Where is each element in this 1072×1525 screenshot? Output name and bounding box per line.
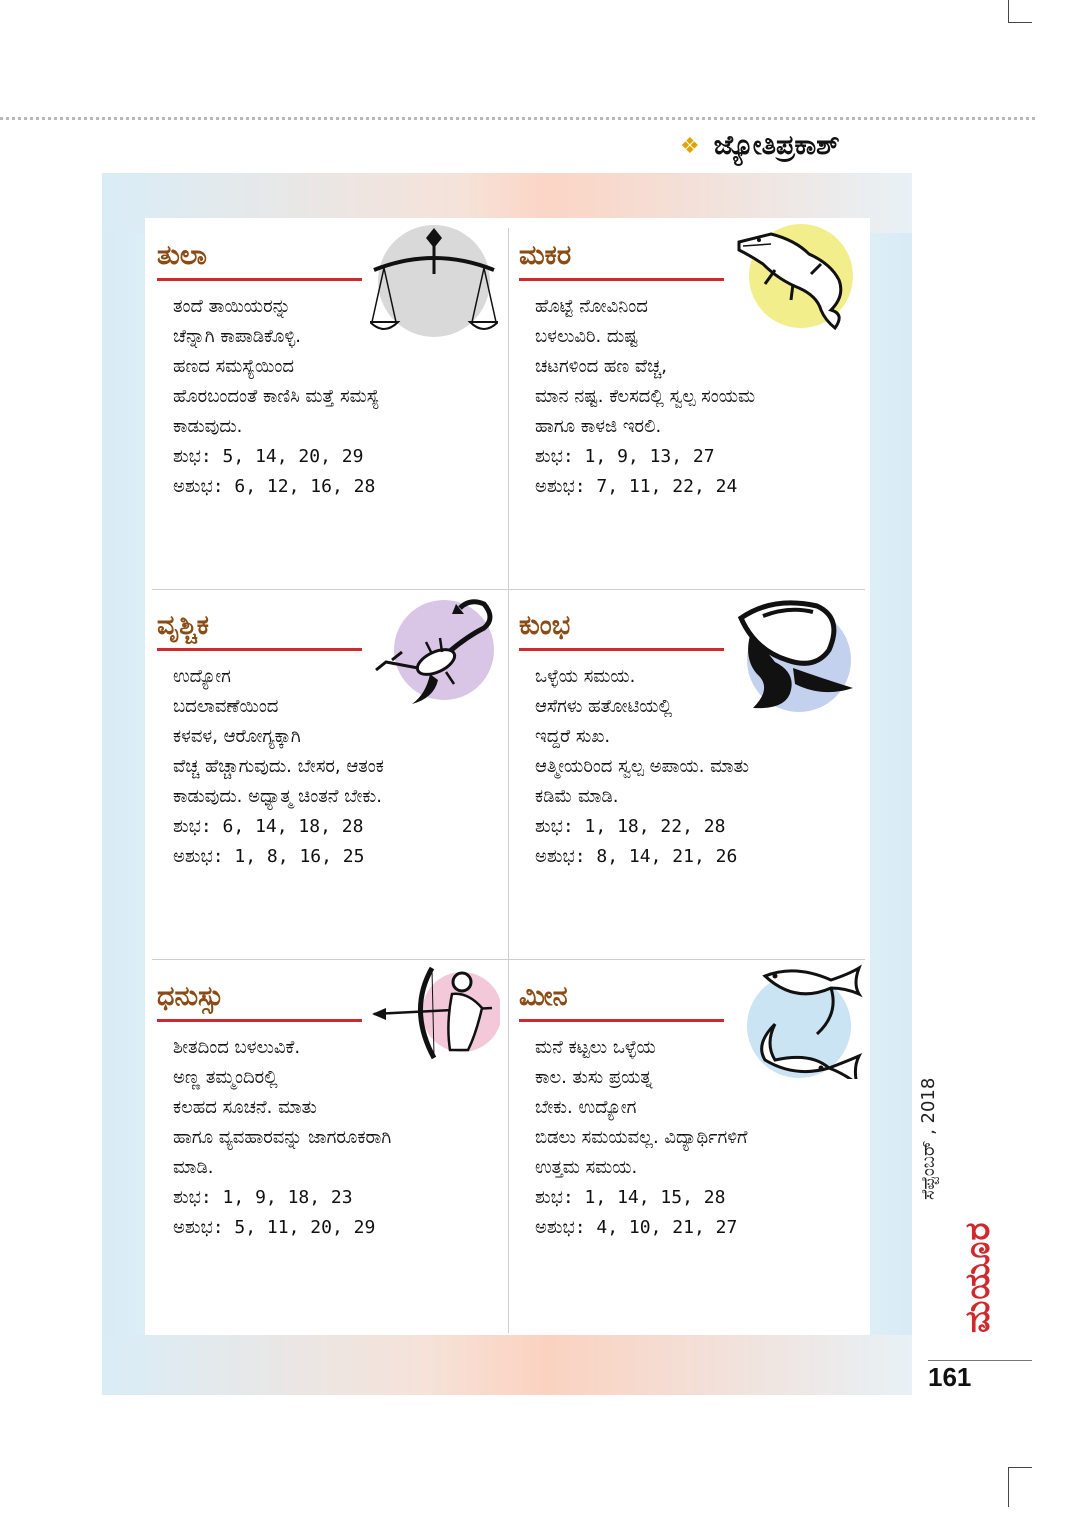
prediction-line: ಒಳ್ಳೆಯ ಸಮಯ. bbox=[535, 666, 636, 687]
aquarius-pot-icon bbox=[733, 598, 861, 713]
heading-rule bbox=[157, 278, 362, 281]
scorpion-icon bbox=[372, 598, 500, 713]
prediction-line: ವೆಚ್ಚ ಹೆಚ್ಚಾಗುವುದು. ಬೇಸರ, ಆತಂಕ bbox=[173, 756, 384, 777]
prediction-line: ಕಳವಳ, ಆರೋಗ್ಯಕ್ಕಾಗಿ bbox=[173, 726, 301, 747]
prediction-line: ಕಾಡುವುದು. bbox=[173, 416, 243, 437]
unlucky-dates: ಅಶುಭ: 5, 11, 20, 29 bbox=[173, 1217, 376, 1238]
prediction-line: ಹೊರಬಂದಂತೆ ಕಾಣಿಸಿ ಮತ್ತೆ ಸಮಸ್ಯೆ bbox=[173, 386, 380, 407]
sign-name: ತುಲಾ bbox=[157, 240, 207, 271]
prediction-line: ಚಟಗಳಿಂದ ಹಣ ವೆಚ್ಚ, bbox=[535, 356, 667, 377]
crop-mark-top-right bbox=[1008, 0, 1009, 22]
unlucky-dates: ಅಶುಭ: 1, 8, 16, 25 bbox=[173, 846, 365, 867]
heading-rule bbox=[157, 648, 362, 651]
heading-rule bbox=[157, 1019, 362, 1022]
prediction-line: ಉತ್ತಮ ಸಮಯ. bbox=[535, 1157, 638, 1178]
prediction-line: ಕಾಲ. ತುಸು ಪ್ರಯತ್ನ bbox=[535, 1067, 653, 1088]
issue-date: ಸೆಪ್ಟೆಂಬರ್ , 2018 bbox=[918, 1077, 939, 1200]
lucky-dates: ಶುಭ: 1, 18, 22, 28 bbox=[535, 816, 726, 837]
prediction-line: ಬಳಲುವಿರಿ. ದುಷ್ಟ bbox=[535, 326, 638, 347]
prediction-line: ಇದ್ದರೆ ಸುಖ. bbox=[535, 726, 611, 747]
lucky-dates: ಶುಭ: 1, 14, 15, 28 bbox=[535, 1187, 726, 1208]
unlucky-dates: ಅಶುಭ: 8, 14, 21, 26 bbox=[535, 846, 738, 867]
libra-scales-icon bbox=[370, 224, 498, 339]
prediction-line: ಬದಲಾವಣೆಯಿಂದ bbox=[173, 696, 279, 717]
prediction-line: ಆತ್ಮೀಯರಿಂದ ಸ್ವಲ್ಪ ಅಪಾಯ. ಮಾತು bbox=[535, 756, 749, 777]
heading-rule bbox=[519, 1019, 724, 1022]
crop-mark-top-right-h bbox=[1008, 22, 1032, 23]
unlucky-dates: ಅಶುಭ: 6, 12, 16, 28 bbox=[173, 476, 376, 497]
magazine-logo: ಮಯೂರ bbox=[958, 1221, 998, 1333]
prediction-line: ತಂದೆ ತಾಯಿಯರನ್ನು bbox=[173, 296, 291, 317]
prediction-line: ಕಡಿಮೆ ಮಾಡಿ. bbox=[535, 786, 619, 807]
dotted-separator bbox=[0, 117, 1035, 120]
prediction-line: ಅಣ್ಣ ತಮ್ಮಂದಿರಲ್ಲಿ bbox=[173, 1067, 278, 1088]
prediction-line: ಚೆನ್ನಾಗಿ ಕಾಪಾಡಿಕೊಳ್ಳಿ. bbox=[173, 326, 302, 347]
prediction-line: ಹಣದ ಸಮಸ್ಯೆಯಿಂದ bbox=[173, 356, 294, 377]
frame-bottom-band bbox=[102, 1335, 912, 1395]
prediction-line: ಬೇಕು. ಉದ್ಯೋಗ bbox=[535, 1097, 637, 1118]
page-number-rule bbox=[928, 1360, 1032, 1361]
sign-name: ಕುಂಭ bbox=[519, 610, 571, 641]
sign-name: ವೃಶ್ಚಿಕ bbox=[157, 610, 209, 641]
prediction-line: ಹಾಗೂ ವ್ಯವಹಾರವನ್ನು ಜಾಗರೂಕರಾಗಿ bbox=[173, 1127, 392, 1148]
lucky-dates: ಶುಭ: 5, 14, 20, 29 bbox=[173, 446, 364, 467]
prediction-line: ಉದ್ಯೋಗ bbox=[173, 666, 231, 687]
prediction-line: ಮಾನ ನಷ್ಟ. ಕೆಲಸದಲ್ಲಿ ಸ್ವಲ್ಪ ಸಂಯಮ bbox=[535, 386, 756, 407]
sagittarius-archer-icon bbox=[372, 964, 500, 1079]
lucky-dates: ಶುಭ: 6, 14, 18, 28 bbox=[173, 816, 364, 837]
pisces-fish-icon bbox=[735, 964, 863, 1079]
heading-rule bbox=[519, 648, 724, 651]
prediction-line: ಹೊಟ್ಟೆ ನೋವಿನಿಂದ bbox=[535, 296, 648, 317]
heading-rule bbox=[519, 278, 724, 281]
lucky-dates: ಶುಭ: 1, 9, 13, 27 bbox=[535, 446, 715, 467]
prediction-line: ಶೀತದಿಂದ ಬಳಲುವಿಕೆ. bbox=[173, 1037, 301, 1058]
unlucky-dates: ಅಶುಭ: 7, 11, 22, 24 bbox=[535, 476, 738, 497]
crop-mark-bottom-right bbox=[1008, 1467, 1009, 1507]
lucky-dates: ಶುಭ: 1, 9, 18, 23 bbox=[173, 1187, 353, 1208]
section-title: ಜ್ಯೋತಿಪ್ರಕಾಶ್ bbox=[713, 130, 840, 161]
page-number: 161 bbox=[928, 1362, 972, 1392]
capricorn-crocodile-icon bbox=[735, 224, 863, 339]
sign-name: ಧನುಸ್ಸು bbox=[157, 981, 224, 1012]
crop-mark-bottom-right-h bbox=[1008, 1467, 1032, 1468]
section-header bbox=[680, 126, 840, 166]
prediction-line: ಕಾಡುವುದು. ಅಧ್ಯಾತ್ಮ ಚಿಂತನೆ ಬೇಕು. bbox=[173, 786, 382, 807]
prediction-line: ಬಿಡಲು ಸಮಯವಲ್ಲ. ವಿದ್ಯಾರ್ಥಿಗಳಿಗೆ bbox=[535, 1127, 748, 1148]
sign-name: ಮಕರ bbox=[519, 240, 572, 271]
prediction-line: ಕಲಹದ ಸೂಚನೆ. ಮಾತು bbox=[173, 1097, 317, 1118]
prediction-line: ಹಾಗೂ ಕಾಳಜಿ ಇರಲಿ. bbox=[535, 416, 662, 437]
prediction-line: ಮನೆ ಕಟ್ಟಲು ಒಳ್ಳೆಯ bbox=[535, 1037, 656, 1058]
prediction-line: ಮಾಡಿ. bbox=[173, 1157, 214, 1178]
sign-name: ಮೀನ bbox=[519, 981, 568, 1012]
prediction-line: ಆಸೆಗಳು ಹತೋಟಿಯಲ್ಲಿ bbox=[535, 696, 673, 717]
diamond-ornament-icon: ❖ bbox=[680, 133, 700, 159]
unlucky-dates: ಅಶುಭ: 4, 10, 21, 27 bbox=[535, 1217, 738, 1238]
